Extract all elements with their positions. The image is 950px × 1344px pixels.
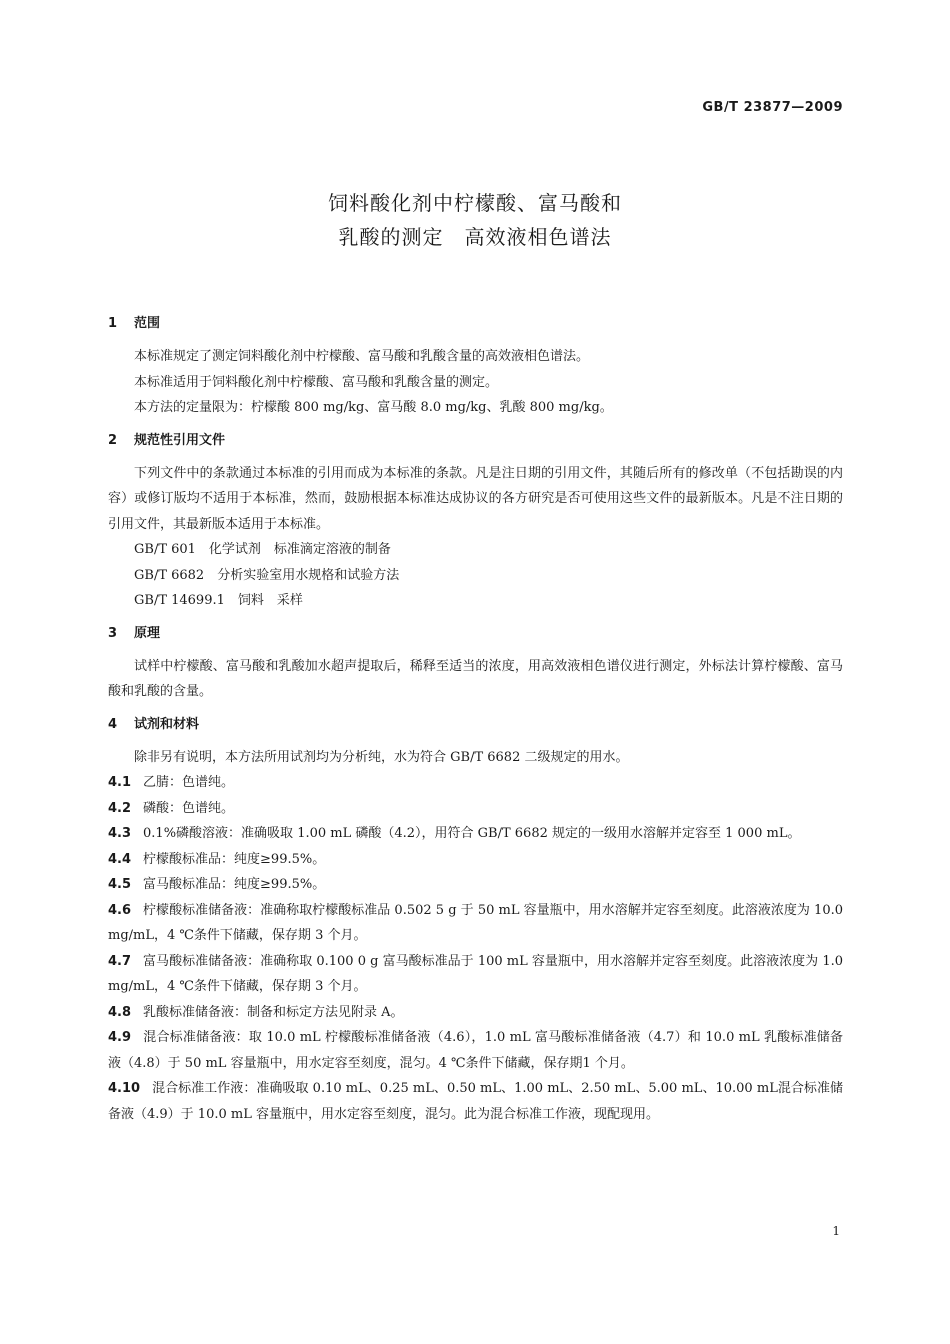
clause-item	[108, 1025, 843, 1076]
clause-item	[108, 872, 843, 898]
clause-number: 4.6	[108, 902, 132, 918]
clause-item	[108, 770, 843, 796]
clause-text: 柠檬酸标准品：纯度≥99.5%。	[143, 851, 326, 867]
section-number: 2	[108, 432, 118, 448]
section-title: 原理	[134, 625, 161, 641]
paragraph: 本标准规定了测定饲料酸化剂中柠檬酸、富马酸和乳酸含量的高效液相色谱法。	[134, 349, 590, 364]
clause-number: 4.3	[108, 826, 132, 841]
clause-number: 4.10	[108, 1081, 141, 1096]
clause-item	[108, 1000, 843, 1026]
clause-number: 4.9	[108, 1030, 132, 1045]
section-title: 范围	[134, 316, 161, 331]
clause-text: 富马酸标准品：纯度≥99.5%。	[143, 877, 326, 892]
clause-text: 柠檬酸标准储备液：准确称取柠檬酸标准品 0.502 5 g 于 50 mL 容量瓶中，用水溶解并定容至刻度。此溶液浓度为 10.0 mg/mL，4 ℃条件下储藏，保存期 3 个月。	[108, 902, 843, 943]
paragraph: 本标准适用于饲料酸化剂中柠檬酸、富马酸和乳酸含量的测定。	[134, 374, 499, 390]
clause-text: 乙腈：色谱纯。	[143, 775, 235, 790]
clause-text: 磷酸：色谱纯。	[143, 800, 235, 816]
paragraph: 试样中柠檬酸、富马酸和乳酸加水超声提取后，稀释至适当的浓度，用高效液相色谱仪进行测定，外标法计算柠檬酸、富马酸和乳酸的含量。	[108, 658, 843, 699]
clause-number: 4.2	[108, 800, 132, 816]
reference-item: GB/T 14699.1 饲料 采样	[134, 593, 303, 608]
page-number: 1	[832, 1224, 840, 1238]
clause-number: 4.7	[108, 953, 132, 969]
clause-item	[108, 898, 843, 949]
standard-number: GB/T 23877—2009	[702, 100, 843, 115]
clause-item	[108, 821, 843, 847]
paragraph: 本方法的定量限为：柠檬酸 800 mg/kg、富马酸 8.0 mg/kg、乳酸 800 mg/kg。	[134, 400, 613, 415]
section-number: 3	[108, 625, 118, 641]
reference-item: GB/T 601 化学试剂 标准滴定溶液的制备	[134, 542, 391, 557]
title-line-2: 乳酸的测定 高效液相色谱法	[338, 225, 612, 249]
clause-item	[108, 1076, 843, 1127]
section-title: 规范性引用文件	[134, 432, 226, 448]
document-body	[108, 312, 843, 1127]
clause-text: 混合标准工作液：准确吸取 0.10 mL、0.25 mL、0.50 mL、1.00 mL、2.50 mL、5.00 mL、10.00 mL混合标准储备液（4.9）于 10.0 mL 容量瓶中，用水定容至刻度，混匀。此为混合标准工作液，现配现用。	[108, 1081, 843, 1122]
document-title	[0, 186, 950, 254]
section-heading-principle	[108, 622, 843, 646]
clause-number: 4.8	[108, 1004, 132, 1020]
section-heading-normative-references	[108, 429, 843, 453]
clause-item	[108, 847, 843, 873]
clause-text: 0.1%磷酸溶液：准确吸取 1.00 mL 磷酸（4.2），用符合 GB/T 6682 规定的一级用水溶解并定容至 1 000 mL。	[143, 826, 801, 841]
section-heading-scope	[108, 312, 843, 336]
section-number: 4	[108, 716, 118, 732]
section-title: 试剂和材料	[134, 716, 200, 732]
section-heading-reagents	[108, 713, 843, 737]
clause-number: 4.5	[108, 877, 132, 892]
clause-number: 4.1	[108, 775, 132, 790]
clause-text: 富马酸标准储备液：准确称取 0.100 0 g 富马酸标准品于 100 mL 容量瓶中，用水溶解并定容至刻度。此溶液浓度为 1.0 mg/mL，4 ℃条件下储藏，保存期 3 个月。	[108, 953, 843, 994]
title-line-1: 饲料酸化剂中柠檬酸、富马酸和	[328, 191, 622, 215]
clause-number: 4.4	[108, 851, 132, 867]
clause-text: 乳酸标准储备液：制备和标定方法见附录 A。	[143, 1004, 404, 1020]
reference-item: GB/T 6682 分析实验室用水规格和试验方法	[134, 567, 400, 583]
paragraph: 下列文件中的条款通过本标准的引用而成为本标准的条款。凡是注日期的引用文件，其随后所有的修改单（不包括勘误的内容）或修订版均不适用于本标准，然而，鼓励根据本标准达成协议的各方研究是否可使用这些文件的最新版本。凡是不注日期的引用文件，其最新版本适用于本标准。	[108, 465, 843, 532]
paragraph: 除非另有说明，本方法所用试剂均为分析纯，水为符合 GB/T 6682 二级规定的用水。	[134, 749, 629, 765]
section-number: 1	[108, 316, 118, 331]
clause-item	[108, 949, 843, 1000]
clause-text: 混合标准储备液：取 10.0 mL 柠檬酸标准储备液（4.6），1.0 mL 富马酸标准储备液（4.7）和 10.0 mL 乳酸标准储备液（4.8）于 50 mL 容量瓶中，用水定容至刻度，混匀。4 ℃条件下储藏，保存期1 个月。	[108, 1030, 843, 1071]
clause-item	[108, 796, 843, 822]
